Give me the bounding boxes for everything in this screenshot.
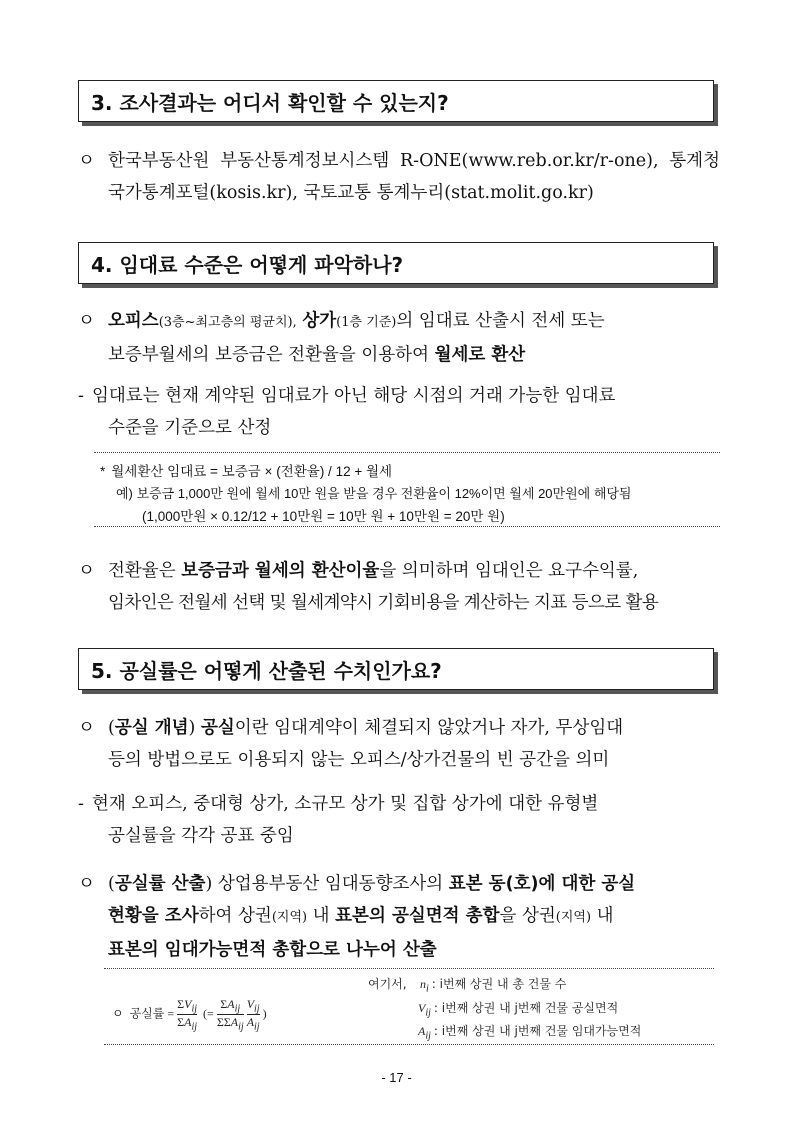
bullet-mark: ㅇ — [78, 151, 95, 171]
formula-where-label: 여기서, — [368, 977, 407, 991]
paragraph-vacancy-concept: ㅇ (공실 개념) 공실이란 임대계약이 체결되지 않았거나 자가, 무상임대 등의 방법으로도 이용되지 않는 오피스/상가건물의 빈 공간을 의미 — [78, 718, 624, 770]
vacancy-rate-formula: ㅇ 공실률 = $\frac{\Sigma V_{ij}}{\Sigma A_{ij}}$ (= $\frac{\Sigma A_{ij}}{\Sigma\Sigma A_{ij}}$ $\frac{V_{ij}}{A_{ij}}$ ) — [112, 997, 267, 1033]
note-formula-line: * 월세환산 임대료 = 보증금 × (전환율) / 12 + 월세 — [100, 464, 393, 479]
formula-top-rule — [104, 968, 714, 969]
section-4-title: 4. 임대료 수준은 어떻게 파악하나? — [78, 242, 714, 284]
paragraph-vacancy-types: - 현재 오피스, 중대형 상가, 소규모 상가 및 집합 상가에 대한 유형별 공실률을 각각 공표 중임 — [78, 794, 599, 846]
note-top-rule — [94, 452, 720, 453]
paragraph-rent-basis: - 임대료는 현재 계약된 임대료가 아닌 해당 시점의 거래 가능한 임대료 수준을 기준으로 산정 — [78, 386, 616, 438]
paragraph-rent-conversion: ㅇ 오피스(3층~최고층의 평균치), 상가(1층 기준)의 임대료 산출시 전세 또는 보증부월세의 보증금은 전환율을 이용하여 월세로 환산 — [78, 311, 605, 365]
section-5-title: 5. 공실률은 어떻게 산출된 수치인가요? — [78, 648, 714, 690]
note-calc-line: (1,000만원 × 0.12/12 + 10만원 = 10만 원 + 10만원 = 20만 원) — [142, 509, 505, 524]
page-number: - 17 - — [381, 1070, 412, 1085]
paragraph-data-sources: ㅇ 한국부동산원 부동산통계정보시스템 R-ONE(www.reb.or.kr/r-one), 통계청 국가통계포털(kosis.kr), 국토교통 통계누리(stat.molit.go.kr) — [78, 145, 720, 209]
note-bottom-rule — [94, 526, 720, 527]
section-3-title: 3. 조사결과는 어디서 확인할 수 있는지? — [78, 80, 714, 122]
formula-a-definition: $A_{ij}$ : i번째 상권 내 j번째 건물 임대가능면적 — [418, 1024, 642, 1042]
formula-v-definition: $V_{ij}$ : i번째 상권 내 j번째 건물 공실면적 — [418, 1001, 619, 1019]
formula-bottom-rule — [104, 1044, 714, 1045]
note-example-line: 예) 보증금 1,000만 원에 월세 10만 원을 받을 경우 전환율이 12%이면 월세 20만원에 해당됨 — [116, 486, 632, 501]
formula-n-definition: $n_i$ : i번째 상권 내 총 건물 수 — [420, 977, 567, 995]
paragraph-vacancy-calc: ㅇ (공실률 산출) 상업용부동산 임대동향조사의 표본 동(호)에 대한 공실 현황을 조사하여 상권(지역) 내 표본의 공실면적 총합을 상권(지역) 내 표본의 임대가능면적 총합으로 나누어 산출 — [78, 874, 636, 960]
paragraph-conversion-rate: ㅇ 전환율은 보증금과 월세의 환산이율을 의미하며 임대인은 요구수익률, 임차인은 전월세 선택 및 월세계약시 기회비용을 계산하는 지표 등으로 활용 — [78, 561, 659, 613]
